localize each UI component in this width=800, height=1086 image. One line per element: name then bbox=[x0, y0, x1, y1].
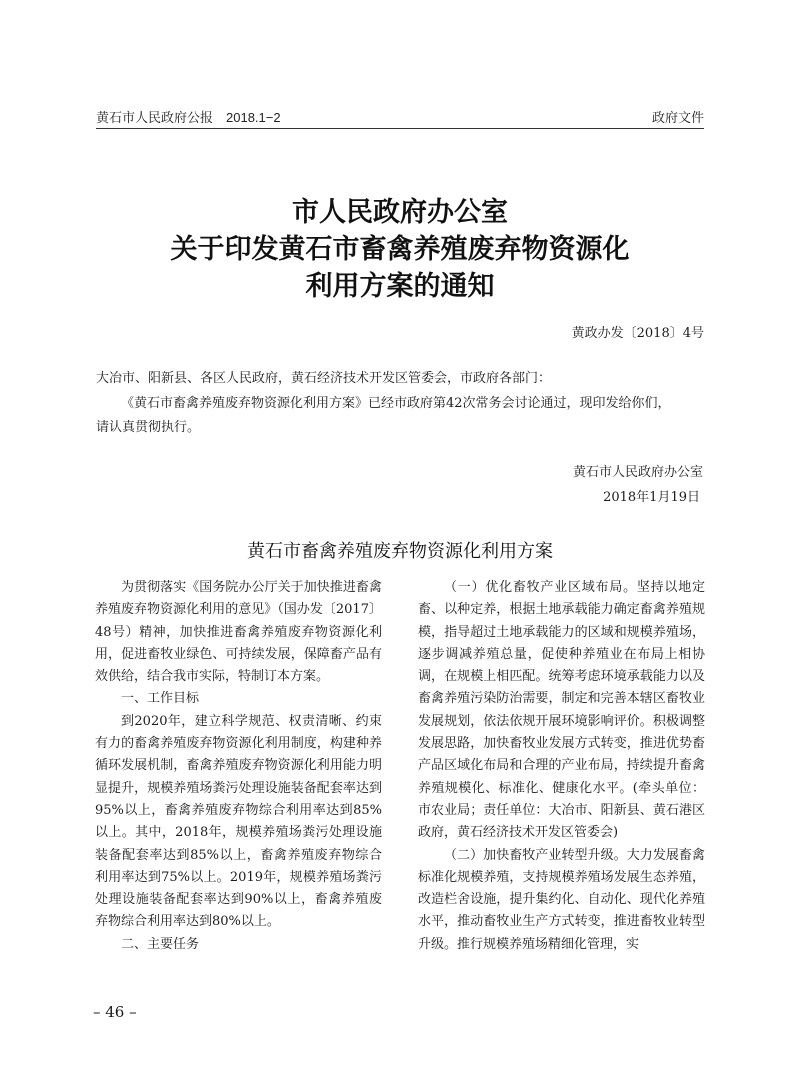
signature-date: 2018年1月19日 bbox=[603, 490, 700, 505]
notice-body-line-2: 请认真贯彻执行。 bbox=[96, 420, 201, 435]
header-rule bbox=[96, 128, 704, 129]
header-section: 政府文件 bbox=[651, 110, 704, 125]
document-number: 黄政办发〔2018〕4号 bbox=[571, 326, 704, 341]
plan-title: 黄石市畜禽养殖废弃物资源化利用方案 bbox=[247, 541, 553, 562]
heading-work-goals: 一、工作目标 bbox=[121, 691, 200, 707]
heading-main-tasks: 二、主要任务 bbox=[121, 936, 200, 952]
task-2-paragraph: （二）加快畜牧产业转型升级。大力发展畜禽标准化规模养殖，支持规模养殖场发展生态养殖，改造栏舍设施，提升集约化、自动化、现代化养殖水平，推动畜牧业生产方式转变，推进畜牧业转型升级。推行规模养殖场精细化管理，实 bbox=[418, 847, 705, 952]
goals-paragraph: 到2020年，建立科学规范、权责清晰、约束有力的畜禽养殖废弃物资源化利用制度，构建种养循环发展机制，畜禽养殖废弃物资源化利用能力明显提升，规模养殖场粪污处理设施装备配套率达到95%以上，畜禽养殖废弃物综合利用率达到85%以上。其中，2018年，规模养殖场粪污处理设施装备配套率达到85%以上，畜禽养殖废弃物综合利用率达到75%以上。2019年，规模养殖场粪污处理设施装备配套率达到90%以上，畜禽养殖废弃物综合利用率达到80%以上。 bbox=[95, 713, 382, 930]
page-number: – 46 – bbox=[93, 1003, 137, 1021]
notice-body-line-1: 《黄石市畜禽养殖废弃物资源化利用方案》已经市政府第42次常务会讨论通过，现印发给你们， bbox=[121, 396, 671, 411]
left-column bbox=[95, 577, 382, 956]
title-line-1: 市人民政府办公室 bbox=[292, 197, 508, 228]
right-column bbox=[418, 577, 705, 956]
intro-paragraph: 为贯彻落实《国务院办公厅关于加快推进畜禽养殖废弃物资源化利用的意见》（国办发〔2017〕48号）精神，加快推进畜禽养殖废弃物资源化利用，促进畜牧业绿色、可持续发展，保障畜产品有效供给，结合我市实际，特制订本方案。 bbox=[95, 580, 382, 685]
task-1-paragraph: （一）优化畜牧产业区域布局。坚持以地定畜、以种定养，根据土地承载能力确定畜禽养殖规模，指导超过土地承载能力的区域和规模养殖场，逐步调减养殖总量，促使种养殖业在布局上相协调，在规模上相匹配。统筹考虑环境承载能力以及畜禽养殖污染防治需要，制定和完善本辖区畜牧业发展规划，依法依规开展环境影响评价。积极调整发展思路，加快畜牧业发展方式转变，推进优势畜产品区域化布局和合理的产业布局，持续提升畜禽养殖规模化、标准化、健康化水平。(牵头单位：市农业局；责任单位：大冶市、阳新县、黄石港区政府，黄石经济技术开发区管委会) bbox=[418, 580, 705, 841]
signature-org: 黄石市人民政府办公室 bbox=[572, 465, 703, 480]
notice-recipients: 大冶市、阳新县、各区人民政府，黄石经济技术开发区管委会，市政府各部门： bbox=[96, 371, 552, 386]
title-line-2: 关于印发黄石市畜禽养殖废弃物资源化 bbox=[170, 234, 630, 265]
title-line-3: 利用方案的通知 bbox=[305, 271, 495, 302]
header-journal-issue: 黄石市人民政府公报 2018.1−2 bbox=[96, 110, 281, 125]
